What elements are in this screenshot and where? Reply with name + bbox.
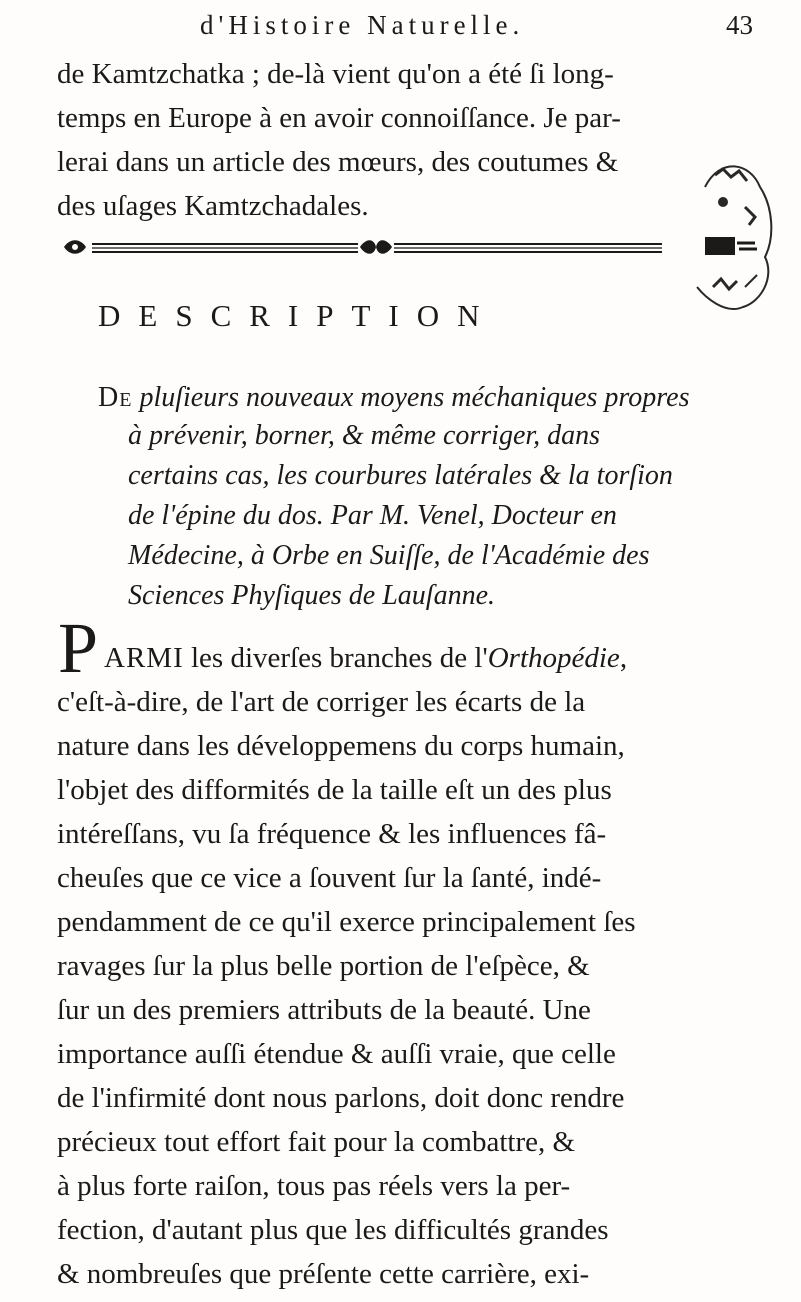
first-word: ARMI — [104, 642, 184, 674]
paragraph-line: ſur un des premiers attributs de la beauté. Une — [57, 994, 591, 1026]
paragraph-line: cheuſes que ce vice a ſouvent ſur la ſanté, indé- — [57, 862, 602, 894]
fleuron-center-icon — [358, 239, 394, 255]
paragraph-line: à plus forte raiſon, tous pas réels vers la per- — [57, 1170, 571, 1202]
opening-line: temps en Europe à en avoir connoiſſance. Je par- — [57, 102, 621, 134]
drop-cap: P — [58, 608, 99, 688]
paragraph-line: de l'infirmité dont nous parlons, doit donc rendre — [57, 1082, 625, 1114]
ornament-rule — [62, 236, 690, 258]
subtitle-line: Médecine, à Orbe en Suiſſe, de l'Académie des — [128, 540, 650, 571]
subtitle-line: de l'épine du dos. Par M. Venel, Docteur en — [128, 500, 617, 531]
subtitle-rest: pluſieurs nouveaux moyens méchaniques propres — [132, 382, 690, 413]
page-number: 43 — [726, 10, 753, 40]
opening-line: lerai dans un article des mœurs, des coutumes & — [57, 146, 619, 178]
subtitle-line: certains cas, les courbures latérales & la torſion — [128, 460, 673, 491]
opening-line: des uſages Kamtzchadales. — [57, 190, 369, 222]
subtitle-lead: De — [98, 382, 133, 413]
subtitle-line: Sciences Phyſiques de Lauſanne. — [128, 580, 496, 611]
library-stamp-icon — [665, 147, 775, 337]
opening-line: de Kamtzchatka ; de-là vient qu'on a été ſi long- — [57, 58, 614, 90]
first-line: ARMI les diverſes branches de l'Orthopédie, — [104, 642, 628, 674]
paragraph-line: & nombreuſes que préſente cette carrière, exi- — [57, 1258, 590, 1290]
paragraph-line: l'objet des difformités de la taille eſt un des plus — [57, 774, 612, 806]
running-head-title: d'Histoire Naturelle. — [200, 10, 525, 40]
fleuron-left-icon — [64, 240, 86, 254]
orthopedie-term: Orthopédie — [487, 642, 620, 674]
section-title: DESCRIPTION — [98, 298, 498, 333]
paragraph-line: importance auſſi étendue & auſſi vraie, que celle — [57, 1038, 616, 1070]
paragraph-line: pendamment de ce qu'il exerce principalement ſes — [57, 906, 636, 938]
paragraph-line: fection, d'autant plus que les difficultés grandes — [57, 1214, 609, 1246]
paragraph-line: c'eſt-à-dire, de l'art de corriger les écarts de la — [57, 686, 586, 718]
subtitle-line — [98, 378, 689, 418]
paragraph-line: ravages ſur la plus belle portion de l'eſpèce, & — [57, 950, 590, 982]
paragraph-line: intéreſſans, vu ſa fréquence & les influences fâ- — [57, 818, 607, 850]
paragraph-line: nature dans les développemens du corps humain, — [57, 730, 625, 762]
paragraph-line: précieux tout effort fait pour la combattre, & — [57, 1126, 576, 1158]
subtitle-line: à prévenir, borner, & même corriger, dans — [128, 420, 601, 451]
